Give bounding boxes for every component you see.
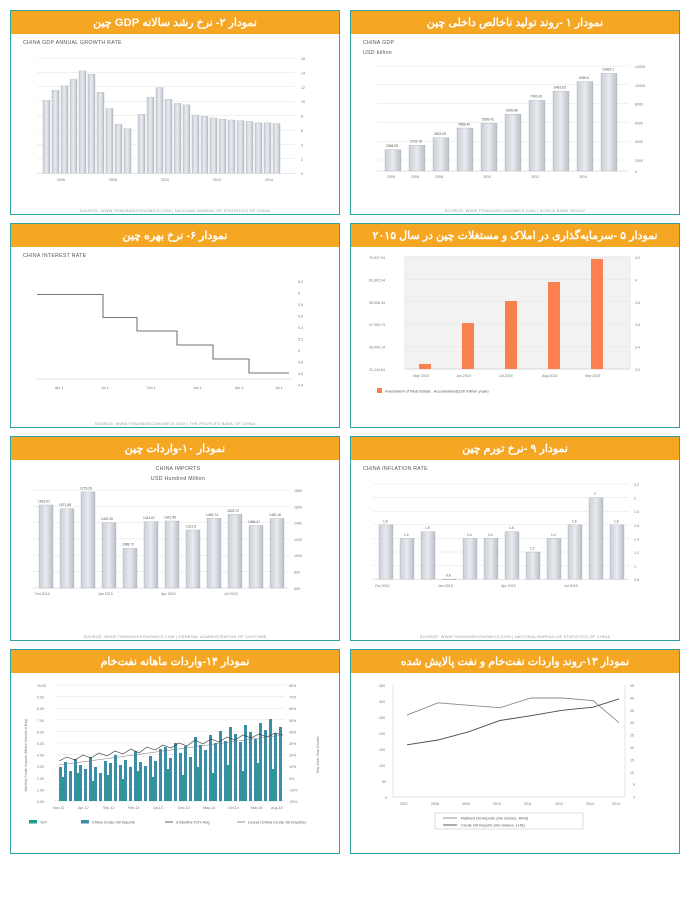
- svg-text:70%: 70%: [289, 695, 297, 700]
- svg-text:0: 0: [633, 795, 635, 800]
- svg-text:31,144.54: 31,144.54: [369, 368, 385, 372]
- panel-gdp-growth: [10, 10, 340, 215]
- svg-text:Monthly Crude Imports (Million: Monthly Crude Imports (Million Barrels a Day): [24, 718, 28, 792]
- svg-text:600: 600: [294, 586, 300, 591]
- svg-text:Jul 2015: Jul 2015: [499, 374, 513, 378]
- svg-text:2010: 2010: [161, 177, 169, 182]
- chart-title-gdp-level: CHINA GDP: [363, 40, 395, 46]
- svg-text:10: 10: [630, 770, 634, 775]
- svg-text:47,053.74: 47,053.74: [369, 323, 385, 328]
- svg-text:12000: 12000: [635, 64, 645, 69]
- svg-text:YoY: YoY: [40, 819, 48, 825]
- svg-text:10360.1: 10360.1: [602, 67, 614, 72]
- panel-body-gdp-growth: [11, 34, 339, 214]
- chart-title-inflation: CHINA INFLATION RATE: [363, 466, 428, 472]
- svg-text:4.00: 4.00: [37, 753, 44, 758]
- chart-inflation: [357, 474, 675, 606]
- svg-text:Jul 2015: Jul 2015: [564, 583, 578, 588]
- svg-text:6000: 6000: [635, 120, 643, 125]
- chart-source-interest-rate: SOURCE: WWW.TRADINGECONOMICS.COM | THE PEOPLE'S BANK OF CHINA: [94, 421, 256, 426]
- svg-text:4.4: 4.4: [298, 383, 303, 388]
- svg-text:1.4: 1.4: [467, 532, 472, 537]
- svg-text:2014: 2014: [579, 174, 587, 179]
- svg-text:1452.16: 1452.16: [269, 512, 281, 517]
- svg-text:1421.96: 1421.96: [164, 515, 176, 520]
- svg-text:1.4: 1.4: [404, 532, 409, 537]
- svg-text:15: 15: [630, 758, 634, 763]
- svg-text:200: 200: [379, 732, 385, 736]
- svg-text:14: 14: [301, 71, 305, 76]
- svg-text:3.6: 3.6: [635, 323, 640, 328]
- chart-gdp-level: [357, 58, 675, 193]
- panel-body-inflation: [351, 460, 679, 640]
- panel-inflation: [350, 436, 680, 641]
- panel-title-gdp-level: نمودار ۱ -روند تولید ناخالص داخلی چین: [351, 11, 679, 34]
- svg-text:2012: 2012: [531, 174, 539, 179]
- svg-text:4: 4: [635, 278, 637, 283]
- svg-text:55,008.34: 55,008.34: [369, 300, 385, 305]
- svg-text:Oct 2014: Oct 2014: [375, 583, 390, 588]
- chart-title-interest-rate: CHINA INTEREST RATE: [23, 253, 87, 259]
- svg-text:2012: 2012: [213, 177, 221, 182]
- svg-text:39,099.14: 39,099.14: [369, 345, 385, 350]
- svg-text:0: 0: [635, 169, 637, 174]
- svg-text:1402.26: 1402.26: [101, 516, 113, 521]
- svg-text:1.6: 1.6: [572, 519, 577, 524]
- svg-text:1600: 1600: [294, 504, 302, 509]
- svg-text:2: 2: [301, 157, 303, 162]
- svg-text:1571.86: 1571.86: [59, 502, 71, 507]
- svg-text:2: 2: [594, 491, 596, 496]
- svg-text:2007: 2007: [400, 802, 408, 806]
- svg-text:1616.61: 1616.61: [38, 499, 50, 504]
- svg-text:3.2: 3.2: [635, 368, 640, 372]
- chart-subtitle-gdp-level: USD billion: [363, 49, 392, 56]
- svg-text:25: 25: [630, 733, 634, 738]
- svg-text:1.4: 1.4: [634, 537, 639, 542]
- svg-text:2008: 2008: [431, 802, 439, 806]
- svg-text:1000: 1000: [294, 553, 302, 558]
- svg-text:3.4: 3.4: [635, 345, 640, 350]
- svg-text:800: 800: [294, 570, 300, 575]
- svg-text:300: 300: [379, 700, 385, 704]
- svg-text:50: 50: [382, 780, 386, 784]
- svg-text:10.00: 10.00: [37, 684, 46, 688]
- svg-text:2013: 2013: [586, 802, 594, 806]
- svg-text:Aug 2015: Aug 2015: [542, 374, 558, 378]
- svg-text:40: 40: [630, 696, 634, 701]
- svg-text:Dec-13: Dec-13: [178, 806, 190, 810]
- svg-text:0.8: 0.8: [446, 573, 451, 578]
- chart-interest-rate: [17, 261, 335, 401]
- svg-text:0: 0: [385, 796, 387, 800]
- svg-text:Mar-15: Mar-15: [251, 806, 263, 810]
- svg-text:0.00: 0.00: [37, 800, 44, 804]
- svg-text:May-14: May-14: [203, 806, 215, 810]
- legend-crude-monthly: [29, 820, 306, 825]
- svg-text:1366.47: 1366.47: [248, 519, 260, 524]
- svg-text:12: 12: [301, 85, 305, 90]
- svg-text:4: 4: [301, 143, 303, 148]
- panel-imports: [10, 436, 340, 641]
- panel-crude-monthly: [10, 649, 340, 854]
- svg-text:China Crude Oil Imports: China Crude Oil Imports: [92, 819, 135, 825]
- svg-text:Jan 1: Jan 1: [193, 385, 202, 390]
- svg-text:Apr 2015: Apr 2015: [161, 591, 176, 596]
- svg-text:5.00: 5.00: [37, 742, 44, 746]
- svg-text:2005: 2005: [387, 174, 395, 179]
- svg-text:Apr-12: Apr-12: [78, 806, 89, 810]
- svg-text:5.6: 5.6: [298, 314, 303, 319]
- chart-title-gdp-growth: CHINA GDP ANNUAL GROWTH RATE: [23, 40, 122, 46]
- svg-text:2011: 2011: [524, 802, 532, 806]
- svg-text:Jun 2015: Jun 2015: [456, 374, 471, 378]
- svg-text:6: 6: [301, 128, 303, 133]
- svg-text:2729.78: 2729.78: [410, 139, 422, 144]
- svg-text:1.6: 1.6: [614, 519, 619, 524]
- svg-text:6.00: 6.00: [37, 730, 44, 735]
- svg-text:1.8: 1.8: [634, 509, 639, 514]
- svg-text:6.2: 6.2: [298, 279, 303, 284]
- svg-text:30: 30: [630, 721, 634, 726]
- svg-text:1400: 1400: [294, 521, 302, 526]
- svg-text:2009: 2009: [462, 802, 470, 806]
- svg-text:2008: 2008: [435, 174, 443, 179]
- svg-text:1.5: 1.5: [425, 525, 430, 530]
- svg-text:Jan 2015: Jan 2015: [98, 591, 113, 596]
- svg-text:30%: 30%: [289, 742, 297, 746]
- svg-text:3.8: 3.8: [635, 300, 640, 305]
- svg-text:1: 1: [634, 564, 636, 569]
- svg-text:1.4: 1.4: [551, 532, 556, 537]
- svg-text:4000: 4000: [635, 139, 643, 144]
- svg-text:1800: 1800: [294, 488, 302, 493]
- svg-text:Nov-11: Nov-11: [53, 806, 65, 810]
- chart-source-imports: SOURCE: WWW.TRADINGECONOMICS.COM | GENERAL ADMINISTRATION OF CUSTOMS: [83, 634, 267, 639]
- svg-text:35: 35: [630, 708, 634, 713]
- svg-text:150: 150: [379, 748, 385, 752]
- panel-real-estate: [350, 223, 680, 428]
- svg-text:4558.43: 4558.43: [458, 121, 470, 126]
- svg-text:7492.43: 7492.43: [530, 94, 542, 99]
- svg-text:5059.42: 5059.42: [482, 117, 494, 122]
- svg-text:Apr 1: Apr 1: [55, 385, 64, 390]
- svg-text:9.00: 9.00: [37, 695, 44, 700]
- svg-text:1.00: 1.00: [37, 788, 44, 793]
- panel-title-real-estate: نمودار ۵ -سرمایه‌گذاری در املاک و مستغلات چین در سال ۲۰۱۵: [351, 224, 679, 247]
- svg-text:60%: 60%: [289, 707, 297, 712]
- svg-text:Refined Oil Imports (mn tonnes: Refined Oil Imports (mn tonnes, RHS): [461, 815, 529, 821]
- svg-text:May 2015: May 2015: [413, 374, 429, 378]
- svg-text:5: 5: [298, 348, 300, 353]
- svg-text:8: 8: [301, 114, 303, 119]
- svg-text:2.2: 2.2: [634, 482, 639, 487]
- svg-text:10: 10: [301, 99, 305, 104]
- panel-body-crude-monthly: [11, 673, 339, 853]
- svg-text:Oct-14: Oct-14: [228, 806, 239, 810]
- svg-text:1.6: 1.6: [383, 519, 388, 524]
- svg-text:6: 6: [298, 291, 300, 296]
- svg-text:7.00: 7.00: [37, 718, 44, 723]
- svg-text:40%: 40%: [289, 730, 297, 735]
- svg-text:1.5: 1.5: [509, 525, 514, 530]
- svg-text:3523.09: 3523.09: [434, 131, 446, 136]
- panel-title-gdp-growth: نمودار ۲- نرخ رشد سالانه GDP چین: [11, 11, 339, 34]
- svg-text:4.6: 4.6: [298, 371, 303, 376]
- svg-text:Apr 2015: Apr 2015: [501, 583, 516, 588]
- chart-crude-refined: [357, 677, 675, 837]
- svg-text:2010: 2010: [483, 174, 491, 179]
- svg-text:Linear (China Crude Oil Import: Linear (China Crude Oil Imports): [248, 819, 306, 825]
- svg-text:Feb-13: Feb-13: [128, 806, 140, 810]
- svg-text:Jul 2015: Jul 2015: [224, 591, 238, 596]
- panel-interest-rate: [10, 223, 340, 428]
- svg-text:1454.74: 1454.74: [206, 512, 218, 517]
- svg-text:Oct 2014: Oct 2014: [35, 591, 50, 596]
- svg-text:2000: 2000: [635, 158, 643, 163]
- chart-crude-monthly: [17, 677, 335, 837]
- svg-text:2268.59: 2268.59: [386, 143, 398, 148]
- svg-text:Jul 1: Jul 1: [101, 385, 109, 390]
- svg-text:Jul 1: Jul 1: [275, 385, 283, 390]
- svg-text:8461.62: 8461.62: [554, 85, 566, 90]
- svg-text:10%: 10%: [289, 765, 297, 770]
- svg-text:10000: 10000: [635, 83, 645, 88]
- panel-title-interest-rate: نمودار ۶- نرخ بهره چین: [11, 224, 339, 247]
- svg-text:Investment of Real Estate . Ac: Investment of Real Estate . Accumulated(100 million yuan): [385, 388, 489, 394]
- chart-imports: [17, 484, 335, 614]
- svg-text:1088.72: 1088.72: [122, 542, 134, 547]
- svg-text:3.00: 3.00: [37, 765, 44, 770]
- legend-crude-refined: [435, 813, 583, 829]
- panel-title-crude-monthly: نمودار ۱۴-واردات ماهانه نفت‌خام: [11, 650, 339, 673]
- svg-text:2012: 2012: [555, 802, 563, 806]
- svg-text:250: 250: [379, 716, 385, 720]
- svg-text:1779.29: 1779.29: [80, 485, 92, 490]
- svg-text:62,962.94: 62,962.94: [369, 278, 385, 283]
- svg-text:0%: 0%: [289, 776, 295, 781]
- svg-text:2008: 2008: [109, 177, 117, 182]
- chart-real-estate: [357, 251, 675, 401]
- svg-text:0.8: 0.8: [634, 577, 639, 582]
- chart-gdp-growth: [17, 48, 335, 188]
- svg-text:5.8: 5.8: [298, 302, 303, 307]
- panel-body-gdp-level: [351, 34, 679, 214]
- panel-title-crude-refined: نمودار ۱۳-روند واردات نفت‌خام و نفت پالایش شده: [351, 650, 679, 673]
- chart-source-inflation: SOURCE: WWW.TRADINGECONOMICS.COM | NATIONAL BUREAU OF STATISTICS OF CHINA: [419, 634, 611, 639]
- svg-text:Sep-12: Sep-12: [103, 806, 115, 810]
- svg-text:2010: 2010: [493, 802, 501, 806]
- svg-text:2006: 2006: [57, 177, 65, 182]
- svg-text:Jan 2015: Jan 2015: [438, 583, 453, 588]
- panel-gdp-level: [350, 10, 680, 215]
- svg-text:Oct 1: Oct 1: [147, 385, 156, 390]
- panel-title-inflation: نمودار ۹ -نرخ تورم چین: [351, 437, 679, 460]
- svg-text:0: 0: [301, 171, 303, 176]
- svg-text:-20%: -20%: [289, 800, 298, 804]
- svg-text:5.2: 5.2: [298, 337, 303, 342]
- svg-text:20%: 20%: [289, 753, 297, 758]
- svg-text:2006: 2006: [411, 174, 419, 179]
- chart-title-imports: CHINA IMPORTS: [155, 466, 201, 472]
- svg-text:Apr 1: Apr 1: [235, 385, 244, 390]
- svg-text:2014: 2014: [265, 177, 273, 182]
- panel-crude-refined: [350, 649, 680, 854]
- svg-text:-10%: -10%: [289, 788, 298, 793]
- svg-text:8000: 8000: [635, 102, 643, 107]
- svg-text:8.00: 8.00: [37, 707, 44, 712]
- svg-text:4.2: 4.2: [635, 256, 640, 260]
- chart-source-gdp-level: SOURCE: WWW.TRADINGECONOMICS.COM | WORLD BANK GROUP: [444, 208, 586, 213]
- chart-source-gdp-growth: SOURCE: WWW.TRADINGECONOMICS.COM | NATIONAL BUREAU OF STATISTICS OF CHINA: [79, 208, 271, 213]
- svg-text:50%: 50%: [289, 718, 297, 723]
- svg-text:20: 20: [630, 746, 634, 750]
- panel-body-interest-rate: [11, 247, 339, 427]
- panel-body-imports: [11, 460, 339, 640]
- svg-text:70,917.94: 70,917.94: [369, 256, 385, 260]
- svg-text:1414.67: 1414.67: [143, 515, 155, 520]
- svg-text:1.4: 1.4: [488, 532, 493, 537]
- svg-text:2: 2: [634, 496, 636, 501]
- panel-title-imports: نمودار ۱۰-واردات چین: [11, 437, 339, 460]
- svg-text:80%: 80%: [289, 684, 297, 688]
- svg-text:1.2: 1.2: [530, 546, 535, 551]
- svg-text:Year-Over-Year Growth: Year-Over-Year Growth: [316, 736, 320, 774]
- svg-text:1200: 1200: [294, 537, 302, 542]
- svg-text:1.2: 1.2: [634, 550, 639, 555]
- svg-text:1.6: 1.6: [634, 523, 639, 528]
- panel-body-crude-refined: [351, 673, 679, 853]
- svg-text:350: 350: [379, 684, 385, 688]
- svg-text:2014: 2014: [612, 802, 620, 806]
- svg-text:1503.72: 1503.72: [227, 508, 239, 513]
- svg-text:Jul-13: Jul-13: [153, 806, 163, 810]
- svg-text:16: 16: [301, 56, 305, 61]
- svg-text:Crude Oil Imports (mn tonnes,: Crude Oil Imports (mn tonnes, LHS): [461, 822, 525, 828]
- svg-text:3 Months YOY Avg: 3 Months YOY Avg: [176, 819, 210, 825]
- svg-text:5.4: 5.4: [298, 325, 303, 330]
- chart-subtitle-imports: USD Hundred Million: [150, 475, 206, 482]
- svg-text:5: 5: [633, 783, 635, 788]
- svg-text:1311.8: 1311.8: [186, 524, 196, 529]
- svg-text:Aug-15: Aug-15: [271, 806, 283, 810]
- svg-text:Sep 2015: Sep 2015: [585, 374, 601, 378]
- panel-body-real-estate: [351, 247, 679, 427]
- svg-text:45: 45: [630, 684, 634, 688]
- svg-text:6039.66: 6039.66: [506, 107, 518, 112]
- svg-text:9490.6: 9490.6: [579, 75, 590, 80]
- svg-text:4.8: 4.8: [298, 360, 303, 365]
- svg-text:100: 100: [379, 764, 385, 768]
- svg-text:2.00: 2.00: [37, 776, 44, 781]
